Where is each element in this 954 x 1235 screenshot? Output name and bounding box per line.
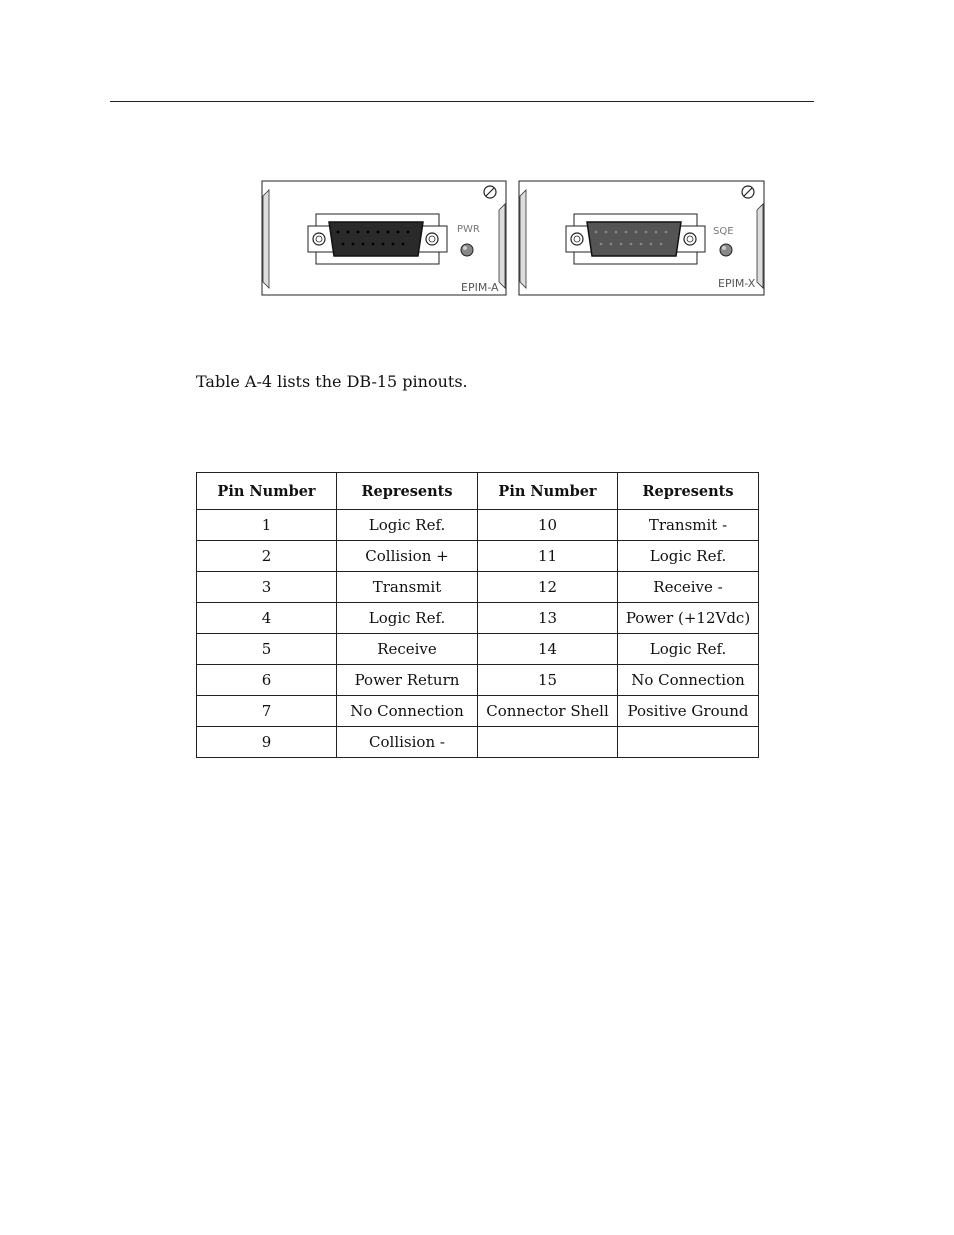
- table-cell: Connector Shell: [478, 696, 618, 727]
- table-row: [197, 603, 759, 634]
- table-cell: 10: [478, 510, 618, 541]
- table-row: [197, 572, 759, 603]
- table-cell: Logic Ref.: [337, 510, 478, 541]
- table-cell: Collision +: [337, 541, 478, 572]
- table-row: [197, 696, 759, 727]
- epim-x-label: EPIM-X: [718, 277, 756, 290]
- screw-icon: [484, 186, 496, 198]
- table-cell: Logic Ref.: [618, 541, 759, 572]
- column-header: Pin Number: [478, 473, 618, 510]
- table-row: [197, 541, 759, 572]
- table-cell: 12: [478, 572, 618, 603]
- table-cell: Positive Ground: [618, 696, 759, 727]
- table-cell: 3: [197, 572, 337, 603]
- column-header: Represents: [618, 473, 759, 510]
- table-cell: 7: [197, 696, 337, 727]
- epim-a-module: [262, 181, 506, 295]
- led-icon: [461, 244, 473, 256]
- table-cell: 11: [478, 541, 618, 572]
- screw-icon: [742, 186, 754, 198]
- table-cell: Collision -: [337, 727, 478, 758]
- db15-pinout-table: [196, 472, 759, 758]
- table-cell: 1: [197, 510, 337, 541]
- table-cell: Transmit: [337, 572, 478, 603]
- table-cell: No Connection: [618, 665, 759, 696]
- pwr-label: PWR: [457, 224, 480, 235]
- table-cell: 14: [478, 634, 618, 665]
- table-cell: Logic Ref.: [618, 634, 759, 665]
- led-icon: [720, 244, 732, 256]
- table-cell: 9: [197, 727, 337, 758]
- table-cell: Transmit -: [618, 510, 759, 541]
- table-cell: [478, 727, 618, 758]
- epim-x-module: [519, 181, 764, 295]
- db15-connector-icon: [308, 214, 447, 264]
- intro-paragraph: Table A-4 lists the DB-15 pinouts.: [196, 372, 468, 391]
- table-cell: 2: [197, 541, 337, 572]
- table-cell: 15: [478, 665, 618, 696]
- table-cell: Receive: [337, 634, 478, 665]
- column-header: Represents: [337, 473, 478, 510]
- epim-a-label: EPIM-A: [461, 281, 499, 294]
- db15-connector-icon: [566, 214, 705, 264]
- table-row: [197, 727, 759, 758]
- table-cell: [618, 727, 759, 758]
- table-cell: 5: [197, 634, 337, 665]
- table-cell: Power Return: [337, 665, 478, 696]
- table-cell: Power (+12Vdc): [618, 603, 759, 634]
- header-rule: [110, 101, 814, 102]
- column-header: Pin Number: [197, 473, 337, 510]
- table-cell: Receive -: [618, 572, 759, 603]
- table-cell: 13: [478, 603, 618, 634]
- table-row: [197, 510, 759, 541]
- table-row: [197, 634, 759, 665]
- table-cell: No Connection: [337, 696, 478, 727]
- table-row: [197, 665, 759, 696]
- sqe-label: SQE: [713, 226, 734, 237]
- table-cell: 6: [197, 665, 337, 696]
- table-cell: Logic Ref.: [337, 603, 478, 634]
- epim-modules-figure: [261, 180, 766, 298]
- table-cell: 4: [197, 603, 337, 634]
- table-header-row: [197, 473, 759, 510]
